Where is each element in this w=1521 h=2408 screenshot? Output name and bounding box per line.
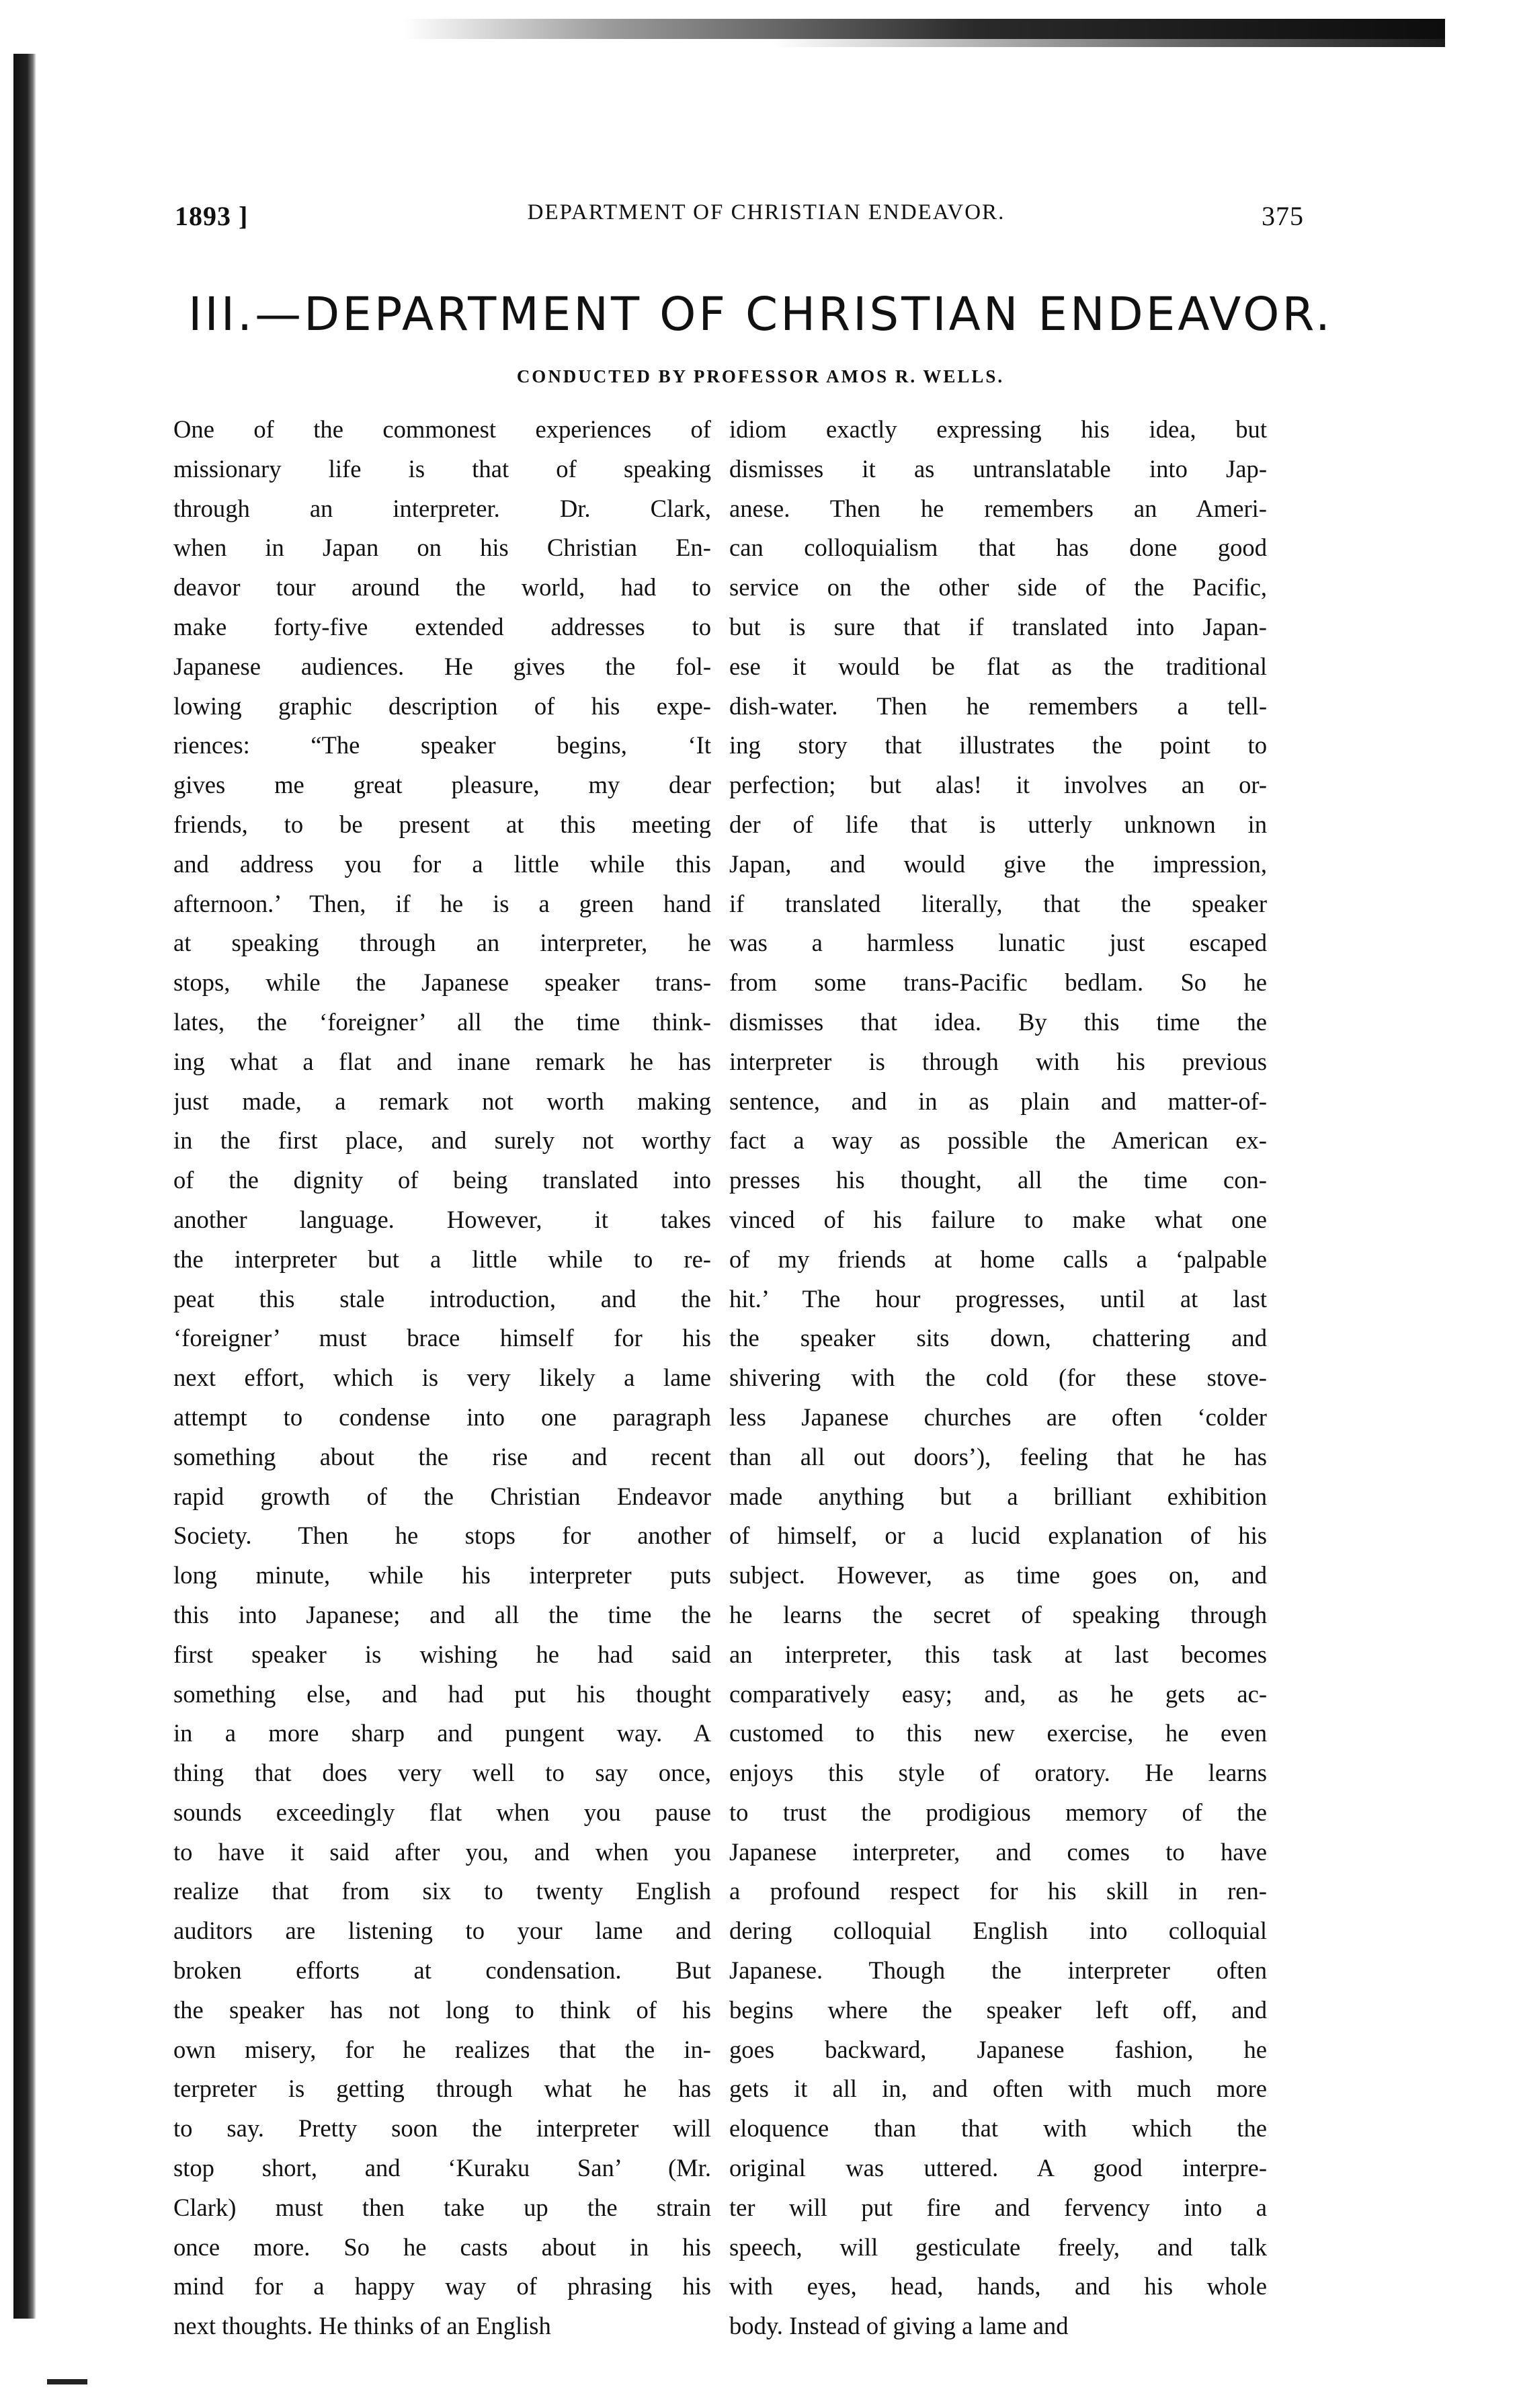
text-line: lowing graphic description of his expe- [173, 692, 711, 720]
text-line: eloquence than that with which the [729, 2114, 1267, 2143]
text-line: Japanese. Though the interpreter often [729, 1956, 1267, 1985]
text-line: at speaking through an interpreter, he [173, 929, 711, 957]
text-line: mind for a happy way of phrasing his [173, 2272, 711, 2300]
text-line: made anything but a brilliant exhibition [729, 1482, 1267, 1510]
text-line: service on the other side of the Pacific, [729, 573, 1267, 601]
text-line: fact a way as possible the American ex- [729, 1126, 1267, 1155]
text-line: goes backward, Japanese fashion, he [729, 2035, 1267, 2063]
text-line: attempt to condense into one paragraph [173, 1403, 711, 1431]
text-line: in a more sharp and pungent way. A [173, 1719, 711, 1747]
text-line: missionary life is that of speaking [173, 454, 711, 483]
text-line: ing story that illustrates the point to [729, 731, 1267, 759]
text-line: Japan, and would give the impression, [729, 849, 1267, 878]
text-line: begins where the speaker left off, and [729, 1995, 1267, 2024]
text-line: of the dignity of being translated into [173, 1166, 711, 1194]
text-line: riences: “The speaker begins, ‘It [173, 731, 711, 759]
text-line: to say. Pretty soon the interpreter will [173, 2114, 711, 2143]
text-line: in the first place, and surely not worthy [173, 1126, 711, 1155]
text-line: original was uttered. A good interpre- [729, 2154, 1267, 2182]
text-line: from some trans-Pacific bedlam. So he [729, 968, 1267, 997]
right-text-column [729, 410, 1267, 2346]
text-line: to have it said after you, and when you [173, 1837, 711, 1866]
text-line: he learns the secret of speaking through [729, 1600, 1267, 1628]
text-line: dismisses that idea. By this time the [729, 1007, 1267, 1036]
text-line: something else, and had put his thought [173, 1679, 711, 1708]
text-line: shivering with the cold (for these stove- [729, 1364, 1267, 1392]
text-line: but is sure that if translated into Japan- [729, 612, 1267, 640]
text-line: ter will put fire and fervency into a [729, 2193, 1267, 2221]
text-line: to trust the prodigious memory of the [729, 1798, 1267, 1826]
text-line: der of life that is utterly unknown in [729, 810, 1267, 838]
text-line: if translated literally, that the speaker [729, 889, 1267, 917]
text-line: dismisses it as untranslatable into Jap- [729, 454, 1267, 483]
text-line: long minute, while his interpreter puts [173, 1561, 711, 1589]
text-line: gives me great pleasure, my dear [173, 771, 711, 799]
text-line: subject. However, as time goes on, and [729, 1561, 1267, 1589]
text-line: Japanese audiences. He gives the fol- [173, 652, 711, 680]
text-line: speech, will gesticulate freely, and talk [729, 2233, 1267, 2261]
text-line: next effort, which is very likely a lame [173, 1364, 711, 1392]
text-line: than all out doors’), feeling that he has [729, 1442, 1267, 1470]
text-line: a profound respect for his skill in ren- [729, 1877, 1267, 1905]
text-line: ese it would be flat as the traditional [729, 652, 1267, 680]
page-header [175, 200, 1304, 234]
text-line: with eyes, head, hands, and his whole [729, 2272, 1267, 2300]
text-line: customed to this new exercise, he even [729, 1719, 1267, 1747]
text-line: and address you for a little while this [173, 849, 711, 878]
header-year: 1893 ] [175, 201, 249, 231]
page-number: 375 [1262, 201, 1304, 231]
text-line: body. Instead of giving a lame and [729, 2312, 1069, 2340]
text-line: broken efforts at condensation. But [173, 1956, 711, 1985]
text-line: an interpreter, this task at last becomes [729, 1640, 1267, 1668]
scan-edge-foot [47, 2379, 87, 2384]
text-line: the speaker sits down, chattering and [729, 1324, 1267, 1352]
text-line: interpreter is through with his previous [729, 1047, 1267, 1075]
text-line: this into Japanese; and all the time the [173, 1600, 711, 1628]
text-line: of my friends at home calls a ‘palpable [729, 1245, 1267, 1273]
text-line: Japanese interpreter, and comes to have [729, 1837, 1267, 1866]
text-line: something about the rise and recent [173, 1442, 711, 1470]
article-byline: CONDUCTED BY PROFESSOR AMOS R. WELLS. [516, 366, 1005, 386]
text-line: the interpreter but a little while to re- [173, 1245, 711, 1273]
text-line: lates, the ‘foreigner’ all the time think- [173, 1007, 711, 1036]
text-line: terpreter is getting through what he has [173, 2075, 711, 2103]
text-line: dish-water. Then he remembers a tell- [729, 692, 1267, 720]
text-line: comparatively easy; and, as he gets ac- [729, 1679, 1267, 1708]
text-line: make forty-five extended addresses to [173, 612, 711, 640]
text-line: dering colloquial English into colloquial [729, 1917, 1267, 1945]
text-line: Clark) must then take up the strain [173, 2193, 711, 2221]
text-line: stop short, and ‘Kuraku San’ (Mr. [173, 2154, 711, 2182]
text-line: own misery, for he realizes that the in- [173, 2035, 711, 2063]
running-title: DEPARTMENT OF CHRISTIAN ENDEAVOR. [527, 200, 1005, 224]
text-line: perfection; but alas! it involves an or- [729, 771, 1267, 799]
text-line: afternoon.’ Then, if he is a green hand [173, 889, 711, 917]
text-line: first speaker is wishing he had said [173, 1640, 711, 1668]
text-line: stops, while the Japanese speaker trans- [173, 968, 711, 997]
text-line: next thoughts. He thinks of an English [173, 2312, 551, 2340]
text-line: Society. Then he stops for another [173, 1522, 711, 1550]
text-line: when in Japan on his Christian En- [173, 534, 711, 562]
text-line: sounds exceedingly flat when you pause [173, 1798, 711, 1826]
text-line: One of the commonest experiences of [173, 415, 711, 443]
text-line: friends, to be present at this meeting [173, 810, 711, 838]
text-line: can colloquialism that has done good [729, 534, 1267, 562]
scan-edge-top [403, 19, 1445, 39]
text-line: auditors are listening to your lame and [173, 1917, 711, 1945]
text-line: enjoys this style of oratory. He learns [729, 1759, 1267, 1787]
text-line: idiom exactly expressing his idea, but [729, 415, 1267, 443]
text-line: just made, a remark not worth making [173, 1087, 711, 1115]
text-line: once more. So he casts about in his [173, 2233, 711, 2261]
text-line: anese. Then he remembers an Ameri- [729, 494, 1267, 522]
text-line: vinced of his failure to make what one [729, 1205, 1267, 1233]
text-line: gets it all in, and often with much more [729, 2075, 1267, 2103]
text-line: hit.’ The hour progresses, until at last [729, 1284, 1267, 1313]
text-line: deavor tour around the world, had to [173, 573, 711, 601]
text-line: through an interpreter. Dr. Clark, [173, 494, 711, 522]
scan-edge-top-shadow [773, 39, 1445, 47]
text-line: the speaker has not long to think of his [173, 1995, 711, 2024]
text-line: another language. However, it takes [173, 1205, 711, 1233]
text-line: rapid growth of the Christian Endeavor [173, 1482, 711, 1510]
text-line: sentence, and in as plain and matter-of- [729, 1087, 1267, 1115]
scan-edge-left [13, 54, 36, 2319]
text-line: thing that does very well to say once, [173, 1759, 711, 1787]
text-line: realize that from six to twenty English [173, 1877, 711, 1905]
text-line: peat this stale introduction, and the [173, 1284, 711, 1313]
text-line: of himself, or a lucid explanation of his [729, 1522, 1267, 1550]
text-line: was a harmless lunatic just escaped [729, 929, 1267, 957]
article-title: III.—DEPARTMENT OF CHRISTIAN ENDEAVOR. [188, 288, 1333, 341]
left-text-column [173, 410, 711, 2346]
text-line: ‘foreigner’ must brace himself for his [173, 1324, 711, 1352]
text-line: ing what a flat and inane remark he has [173, 1047, 711, 1075]
text-line: less Japanese churches are often ‘colder [729, 1403, 1267, 1431]
text-line: presses his thought, all the time con- [729, 1166, 1267, 1194]
